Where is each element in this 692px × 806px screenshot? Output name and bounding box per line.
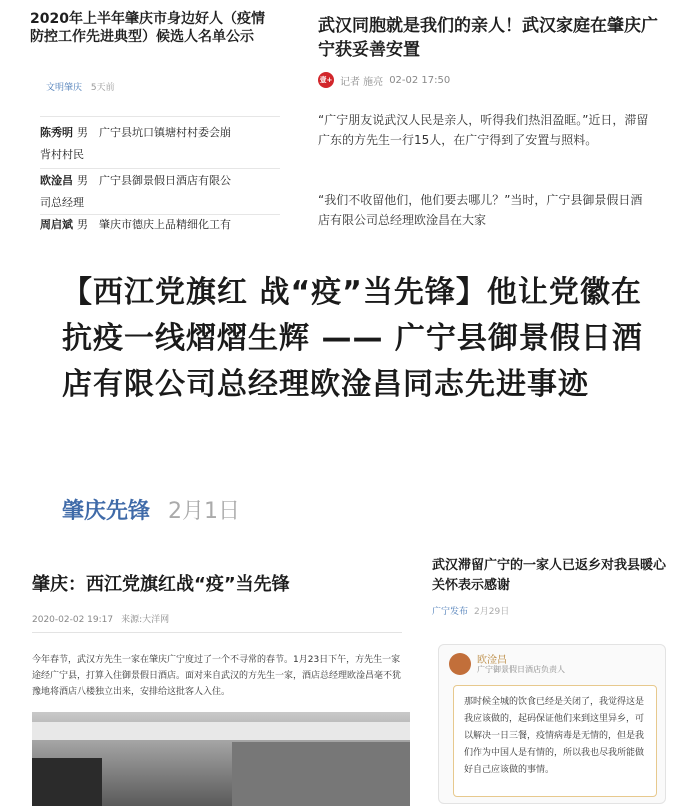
article-time: 5天前 [90,83,115,93]
article-meta [318,72,450,88]
avatar [449,653,471,675]
quote-author-name: 欧淦昌 [477,655,507,666]
divider [32,632,402,633]
article-source[interactable]: 文明肇庆 [46,83,83,93]
photo-ceiling [32,722,410,740]
news-card-candidates[interactable] [20,6,280,234]
quote-text: 那时候全城的饮食已经是关闭了，我觉得这是我应该做的，起码保证他们来到这里异乡，可以解决一日三餐，疫情病毒是无情的，但是我们作为中国人是有情的，所以我也尽我所能做好自己应该做的事情。 [453,685,657,797]
divider [40,116,280,117]
candidate-desc: 司总经理 [40,196,84,209]
candidate-row [40,174,280,188]
media-logo-icon: 壹+ [318,72,334,88]
article-paragraph: “广宁朋友说武汉人民是亲人，听得我们热泪盈眶。”近日，滞留广东的方先生一行15人，在广宁得到了安置与照料。 [318,113,649,147]
candidate-row [40,196,280,210]
candidate-row [40,126,280,140]
photo-shadow [32,758,102,806]
main-headline[interactable]: 【西江党旗红 战“疫”当先锋】他让党徽在抗疫一线熠熠生辉 —— 广宁县御景假日酒店有限公司总经理欧淦昌同志先进事迹 [62,275,643,402]
news-card-dayang[interactable] [20,556,418,806]
article-date: 2月29日 [474,607,510,617]
candidate-desc: 男 肇庆市德庆上品精细化工有 [77,218,231,231]
divider [40,168,280,169]
quote-card [438,644,666,804]
candidate-desc: 男 广宁县坑口镇塘村村委会崩 [77,126,231,139]
headline-byline [62,494,240,525]
article-photo [32,712,410,806]
article-body: 今年春节，武汉方先生一家在肇庆广宁度过了一个不寻常的春节。1月23日下午，方先生一家途经广宁县，打算入住御景假日酒店。面对来自武汉的方先生一家，酒店总经理欧淦昌毫不犹豫地将酒店八楼独立出来，安排给这批客人入住。 [32,655,402,697]
photo-wall [232,742,410,806]
candidate-desc: 背村村民 [40,148,84,161]
news-card-wuhan-family[interactable] [296,6,674,234]
headline-date: 2月1日 [168,499,241,524]
article-title[interactable]: 2020年上半年肇庆市身边好人（疫情防控工作先进典型）候选人名单公示 [30,11,265,45]
article-paragraph: “我们不收留他们，他们要去哪儿？”当时，广宁县御景假日酒店有限公司总经理欧淦昌在大家 [318,193,643,227]
article-author[interactable]: 记者 施亮 [340,76,384,88]
article-title[interactable]: 武汉同胞就是我们的亲人！武汉家庭在肇庆广宁获妥善安置 [318,16,658,60]
article-meta [46,80,115,93]
candidate-name: 周启斌 [40,218,73,231]
candidate-name: 欧淦昌 [40,174,73,187]
candidate-row [40,218,280,232]
article-source: 来源:大洋网 [121,615,170,625]
article-time: 02-02 17:50 [389,74,451,86]
headline-source[interactable]: 肇庆先锋 [62,499,151,524]
quote-author-role: 广宁御景假日酒店负责人 [477,665,565,674]
article-source[interactable]: 广宁发布 [432,607,469,617]
candidate-desc: 男 广宁县御景假日酒店有限公 [77,174,231,187]
divider [40,214,280,215]
news-card-thanks[interactable] [424,550,680,806]
article-title[interactable]: 肇庆：西江党旗红战“疫”当先锋 [32,574,290,595]
candidate-name: 陈秀明 [40,126,73,139]
article-meta [432,604,509,617]
candidate-row [40,148,280,162]
article-meta [32,612,169,625]
article-date: 2020-02-02 19:17 [32,615,114,625]
article-title[interactable]: 武汉滞留广宁的一家人已返乡对我县暖心关怀表示感谢 [432,558,667,593]
